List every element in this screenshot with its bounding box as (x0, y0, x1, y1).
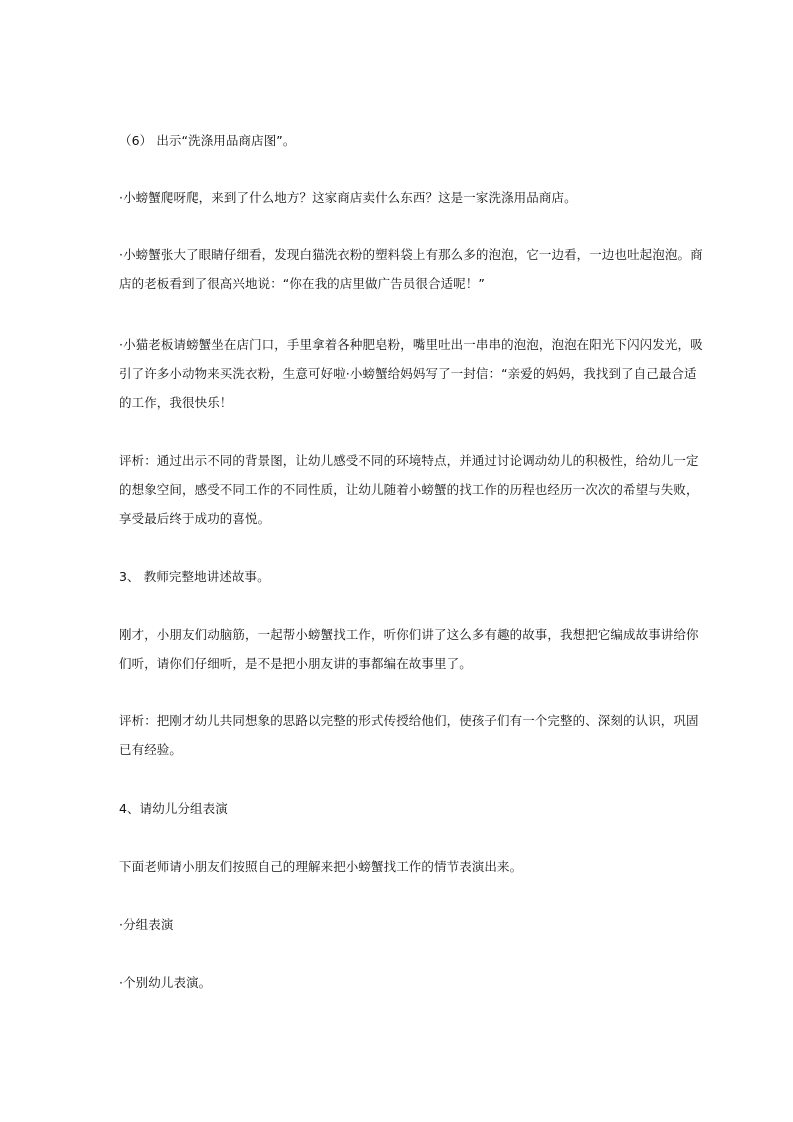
paragraph-commentary-2 (119, 706, 699, 764)
paragraph-line: 评析：通过出示不同的背景图，让幼儿感受不同的环境特点，并通过讨论调动幼儿的积极性，给幼儿一定 (119, 453, 699, 468)
paragraph-line: 店的老板看到了很高兴地说：“你在我的店里做广告员很合适呢！” (119, 276, 485, 291)
paragraph-line: ·个别幼儿表演。 (119, 975, 212, 990)
list-item-individual-performance (119, 968, 679, 997)
paragraph-commentary-1 (119, 446, 699, 533)
paragraph-line: ·小螃蟹张大了眼睛仔细看，发现白猫洗衣粉的塑料袋上有那么多的泡泡，它一边看，一边也吐起泡泡。商 (119, 247, 703, 262)
paragraph-show-store-picture (119, 126, 679, 155)
paragraph-line: 享受最后终于成功的喜悦。 (119, 511, 271, 526)
paragraph-line: 们听，请你们仔细听，是不是把小朋友讲的事都编在故事里了。 (119, 656, 472, 671)
paragraph-line: ·小螃蟹爬呀爬，来到了什么地方？这家商店卖什么东西？这是一家洗涤用品商店。 (119, 190, 577, 205)
section-heading-3 (119, 562, 679, 591)
paragraph-line: 4、请幼儿分组表演 (119, 801, 228, 816)
paragraph-line: 的工作，我很快乐！ (119, 395, 233, 410)
paragraph-teacher-tells-story (119, 620, 699, 678)
paragraph-crab-blows-bubbles (119, 240, 703, 298)
paragraph-line: 3、 教师完整地讲述故事。 (119, 569, 270, 584)
list-item-group-performance (119, 910, 679, 939)
paragraph-act-out (119, 852, 679, 881)
paragraph-line: 引了许多小动物来买洗衣粉，生意可好啦·小螃蟹给妈妈写了一封信：“亲爱的妈妈，我找到了自己最合适 (119, 366, 697, 381)
paragraph-line: 评析：把刚才幼儿共同想象的思路以完整的形式传授给他们，使孩子们有一个完整的、深刻的认识，巩固 (119, 713, 699, 728)
paragraph-line: 下面老师请小朋友们按照自己的理解来把小螃蟹找工作的情节表演出来。 (119, 859, 523, 874)
paragraph-line: ·分组表演 (119, 917, 174, 932)
paragraph-crab-arrives (119, 183, 679, 212)
paragraph-line: 的想象空间，感受不同工作的不同性质，让幼儿随着小螃蟹的找工作的历程也经历一次次的希望与失败， (119, 482, 699, 497)
paragraph-line: （6） 出示“洗涤用品商店图”。 (119, 133, 296, 148)
paragraph-line: 刚才，小朋友们动脑筋，一起帮小螃蟹找工作，听你们讲了这么多有趣的故事，我想把它编成故事讲给你 (119, 627, 699, 642)
paragraph-crab-writes-letter (119, 330, 703, 417)
paragraph-line: ·小猫老板请螃蟹坐在店门口，手里拿着各种肥皂粉，嘴里吐出一串串的泡泡，泡泡在阳光下闪闪发光，吸 (119, 337, 703, 352)
section-heading-4 (119, 794, 679, 823)
paragraph-line: 已有经验。 (119, 742, 183, 757)
